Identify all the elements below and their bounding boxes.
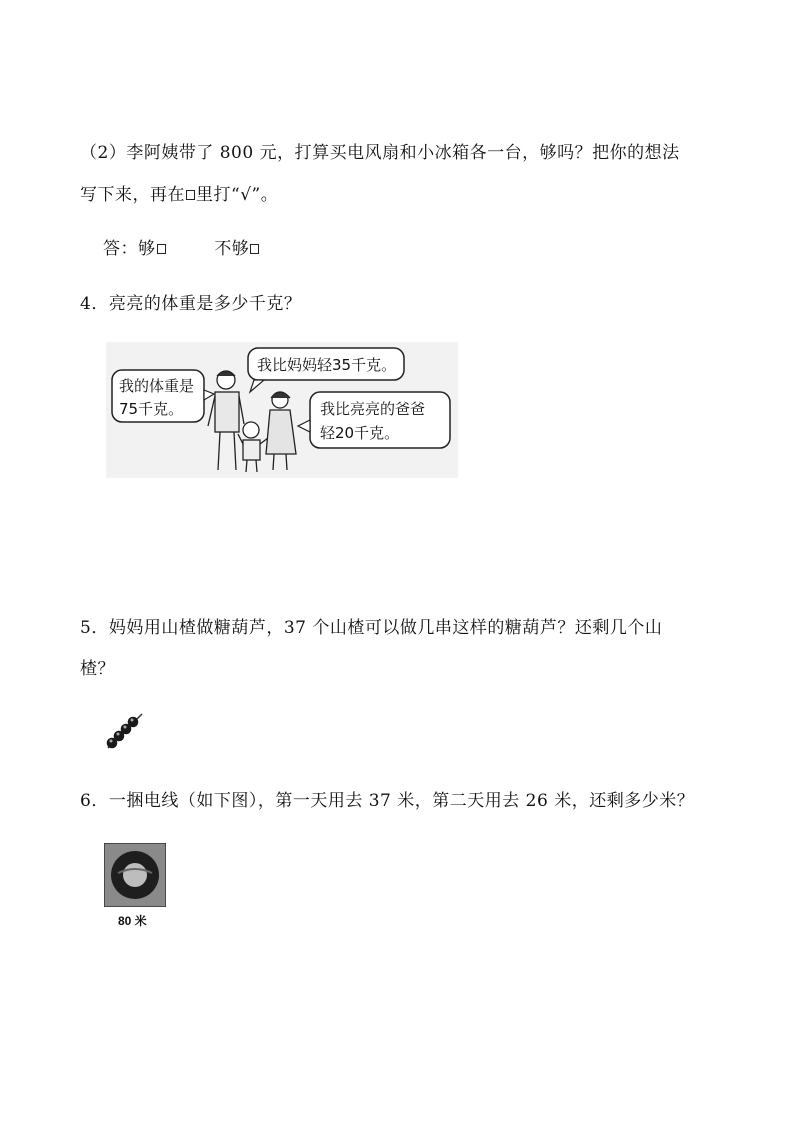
wire-coil-image: [104, 843, 166, 907]
answer-label: 答：够: [103, 239, 156, 259]
dad-speech-bubble: [112, 370, 214, 422]
bubble-mom-line1: 我比亮亮的爸爸: [320, 400, 426, 418]
not-enough-checkbox[interactable]: [250, 244, 259, 254]
bubble-mom-line2: 轻20千克。: [320, 424, 400, 442]
q3-2-line2-a: 写下来，再在: [80, 185, 185, 205]
bubble-top: 我比妈妈轻35千克。: [257, 356, 397, 374]
q3-2-line2-b: 里打“√”。: [196, 185, 279, 205]
wire-length-label: 80 米: [118, 914, 147, 928]
q3-2-answer: [103, 238, 260, 260]
tanghulu-icon: [104, 710, 146, 752]
checkbox-icon: [186, 190, 195, 200]
q4-family-illustration: [106, 342, 458, 478]
q5-line1: 5．妈妈用山楂做糖葫芦，37 个山楂可以做几串这样的糖葫芦？还剩几个山: [80, 618, 663, 638]
answer-no-label: 不够: [214, 239, 250, 259]
bubble-dad-line2: 75千克。: [119, 400, 184, 418]
q5-line2: 楂？: [80, 659, 115, 679]
bubble-dad-line1: 我的体重是: [119, 377, 195, 395]
q4-title: 4．亮亮的体重是多少千克？: [80, 294, 302, 314]
q3-2-line1: （2）李阿姨带了 800 元，打算买电风扇和小冰箱各一台，够吗？把你的想法: [80, 143, 680, 163]
mom-speech-bubble: [298, 392, 450, 448]
q3-2-line2: [80, 184, 278, 206]
enough-checkbox[interactable]: [157, 244, 166, 254]
q6-title: 6．一捆电线（如下图），第一天用去 37 米，第二天用去 26 米，还剩多少米？: [80, 791, 695, 811]
